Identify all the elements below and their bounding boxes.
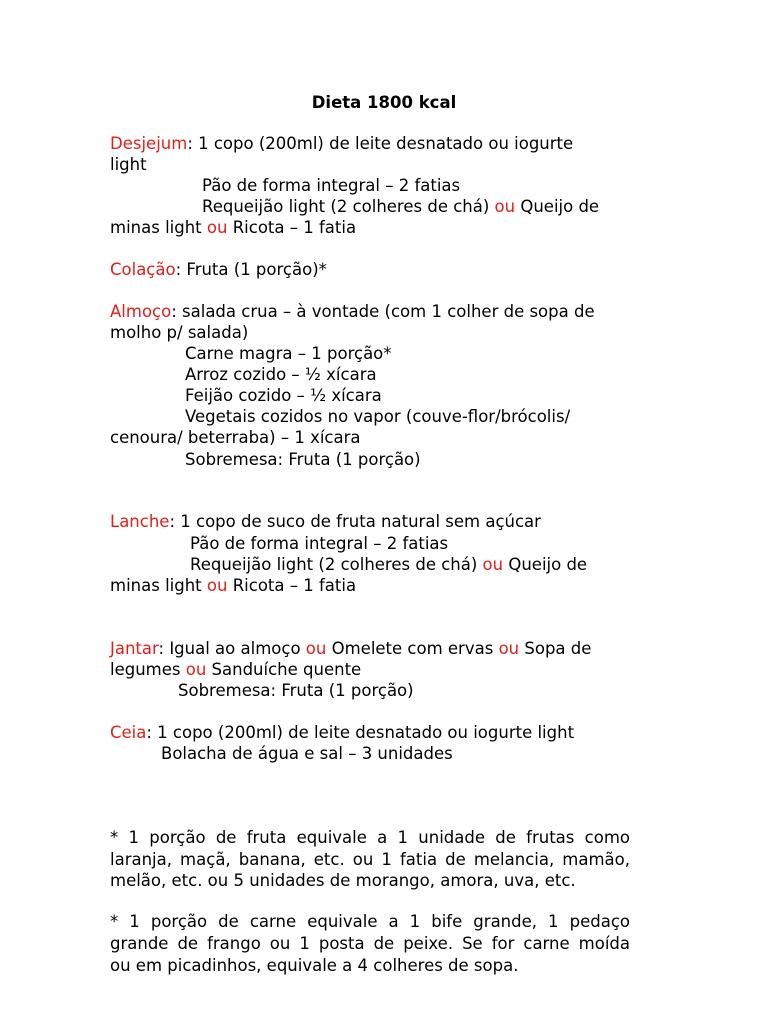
lanche-line-3: Requeijão light (2 colheres de chá) ou Queijo de	[190, 555, 588, 574]
or-connector: ou	[494, 197, 516, 216]
lanche-line-1: Lanche: 1 copo de suco de fruta natural sem açúcar	[110, 512, 541, 531]
almoco-line-4: Arroz cozido – ½ xícara	[185, 365, 377, 384]
meal-label-almoco: Almoço	[110, 302, 172, 321]
almoco-line-3: Carne magra – 1 porção*	[185, 344, 392, 363]
desjejum-line-3: Pão de forma integral – 2 fatias	[202, 176, 461, 195]
footnote-line: * 1 porção de fruta equivale a 1 unidade de frutas como	[110, 828, 630, 847]
footnote-line: laranja, maçã, banana, etc. ou 1 fatia de melancia, mamão,	[110, 850, 630, 869]
ceia-line-2: Bolacha de água e sal – 3 unidades	[161, 744, 453, 763]
almoco-line-5: Feijão cozido – ½ xícara	[185, 386, 382, 405]
jantar-line-1: Jantar: Igual ao almoço ou Omelete com ervas ou Sopa de	[110, 639, 592, 658]
almoco-line-8: Sobremesa: Fruta (1 porção)	[185, 450, 421, 469]
or-connector: ou	[206, 576, 228, 595]
ceia-line-1: Ceia: 1 copo (200ml) de leite desnatado ou iogurte light	[110, 723, 575, 742]
footnote-line: * 1 porção de carne equivale a 1 bife grande, 1 pedaço	[110, 912, 630, 931]
lanche-line-2: Pão de forma integral – 2 fatias	[190, 534, 449, 553]
page-title: Dieta 1800 kcal	[311, 93, 457, 112]
or-connector: ou	[498, 639, 520, 658]
jantar-line-2: legumes ou Sanduíche quente	[110, 660, 362, 679]
meal-label-ceia: Ceia	[110, 723, 147, 742]
footnote-line: melão, etc. ou 5 unidades de morango, amora, uva, etc.	[110, 871, 576, 890]
lanche-line-4: minas light ou Ricota – 1 fatia	[110, 576, 357, 595]
or-connector: ou	[305, 639, 327, 658]
meal-label-desjejum: Desjejum	[110, 134, 188, 153]
desjejum-line-2: light	[110, 155, 147, 174]
or-connector: ou	[206, 218, 228, 237]
almoco-line-6: Vegetais cozidos no vapor (couve-flor/brócolis/	[185, 407, 571, 426]
desjejum-line-1: Desjejum: 1 copo (200ml) de leite desnatado ou iogurte	[110, 134, 574, 153]
or-connector: ou	[185, 660, 207, 679]
or-connector: ou	[482, 555, 504, 574]
footnote-line: grande de frango ou 1 posta de peixe. Se for carne moída	[110, 934, 630, 953]
colacao-line-1: Colação: Fruta (1 porção)*	[110, 260, 327, 279]
footnote-line: ou em picadinhos, equivale a 4 colheres de sopa.	[110, 956, 519, 975]
desjejum-line-4: Requeijão light (2 colheres de chá) ou Queijo de	[202, 197, 600, 216]
almoco-line-1: Almoço: salada crua – à vontade (com 1 colher de sopa de	[110, 302, 595, 321]
meal-label-colacao: Colação	[110, 260, 176, 279]
desjejum-line-5: minas light ou Ricota – 1 fatia	[110, 218, 357, 237]
meal-label-jantar: Jantar	[110, 639, 159, 658]
almoco-line-2: molho p/ salada)	[110, 323, 249, 342]
meal-label-lanche: Lanche	[110, 512, 170, 531]
almoco-line-7: cenoura/ beterraba) – 1 xícara	[110, 428, 361, 447]
jantar-line-3: Sobremesa: Fruta (1 porção)	[178, 681, 414, 700]
